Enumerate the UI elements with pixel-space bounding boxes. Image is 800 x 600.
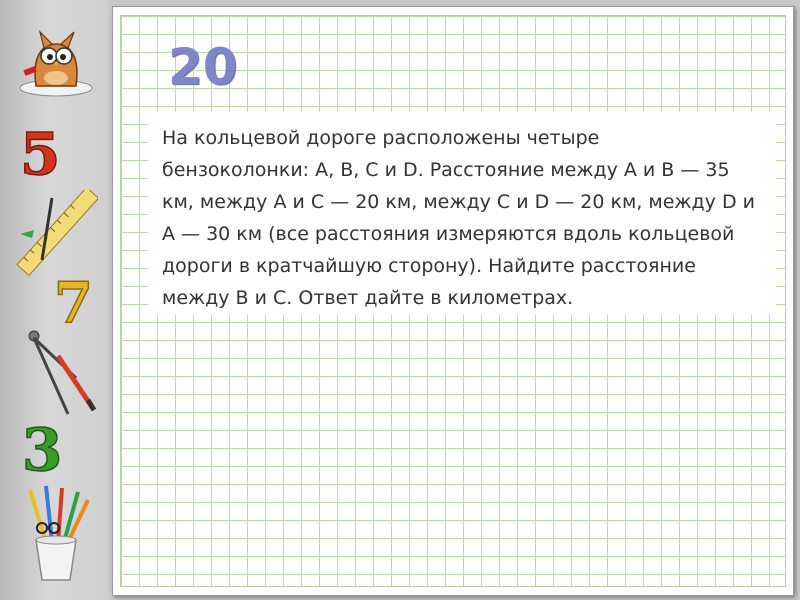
problem-line: бензоколонки: A, B, C и D. Расстояние между A и B — 35 bbox=[162, 159, 730, 181]
decorative-sidebar bbox=[0, 0, 108, 600]
svg-text:7: 7 bbox=[54, 270, 93, 330]
ruler-pencil-icon bbox=[12, 190, 98, 276]
graph-paper-grid bbox=[120, 15, 786, 587]
digit-5-icon bbox=[16, 118, 76, 184]
digit-7-icon bbox=[50, 270, 104, 330]
problem-line: км, между A и C — 20 км, между C и D — 20 км, между D и bbox=[162, 191, 755, 213]
problem-line: На кольцевой дороге расположены четыре bbox=[162, 127, 600, 149]
compass-icon bbox=[18, 326, 98, 420]
svg-text:3: 3 bbox=[22, 416, 63, 480]
page-frame bbox=[112, 6, 794, 596]
problem-text bbox=[162, 122, 786, 314]
task-number: 20 bbox=[168, 38, 238, 96]
digit-3-icon bbox=[18, 414, 78, 480]
svg-text:5: 5 bbox=[20, 120, 61, 184]
problem-line: между B и C. Ответ дайте в километрах. bbox=[162, 287, 574, 309]
problem-line: дороги в кратчайшую сторону). Найдите расстояние bbox=[162, 255, 696, 277]
owl-icon bbox=[14, 18, 98, 98]
problem-card bbox=[148, 112, 776, 315]
problem-line: A — 30 км (все расстояния измеряются вдоль кольцевой bbox=[162, 223, 735, 245]
pencil-cup-icon bbox=[16, 484, 96, 584]
